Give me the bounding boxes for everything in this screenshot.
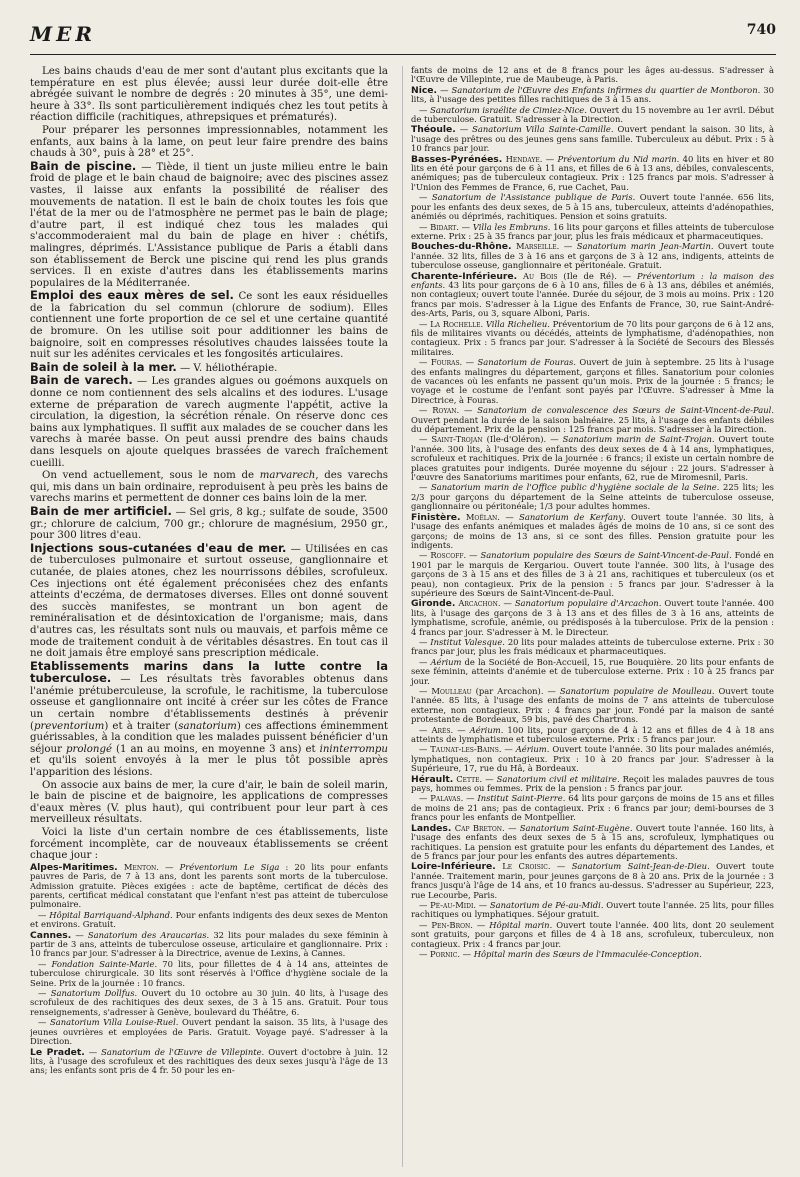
entry-heading: Cannes. (30, 929, 72, 941)
paragraph-text: — (71, 929, 88, 940)
paragraph-text: Palavas. (430, 793, 464, 804)
paragraph-text: — (419, 482, 431, 493)
paragraph-text: Sanatorium Dollfus (50, 988, 135, 999)
right-paragraph (411, 223, 774, 242)
paragraph-text: Sanatorium de Fouras (477, 357, 574, 368)
left-paragraph (30, 780, 388, 826)
paragraph-text: — (460, 948, 474, 959)
left-column (30, 66, 388, 1167)
paragraph-text: Arcachon. (458, 598, 501, 609)
paragraph-text: . 32 lits pour malades du sexe féminin à partir de 3 ans, atteints de tuberculose osseuse, articulaire et ganglionnaire. Prix : 10 francs par jour. S'adresser à la Directrice, avenue de Lexins, à Cannes. (30, 929, 388, 959)
right-paragraph (411, 862, 774, 900)
paragraph-text: — (419, 636, 431, 647)
paragraph-text: . Ouvert de juin à septembre. 25 lits à l'usage des enfants malingres du département, garçons et filles. Sanatorium pour colonies de vacances où les enfants ne passent qu'un mois. Prix de la journée : 5 francs; le voyage et le costume de l'enfant sont payés par l'Œuvre. S'adresser à Mme la Directrice, à Fouras. (411, 357, 774, 405)
paragraph-text: Préventorium Le Siga (179, 861, 280, 872)
left-paragraph (30, 931, 388, 959)
right-paragraph (411, 921, 774, 949)
paragraph-text: . Ouvert du 10 octobre au 30 juin. 40 lits, à l'usage des scrofuleux de des rachitiques des deux sexes, de 3 à 15 ans. Gratuit. Pour tous renseignements, s'adresser à Genève, boulevard du Théâtre, 6. (30, 988, 388, 1017)
paragraph-text: — (500, 598, 515, 609)
paragraph-text: Sanatorium marin Jean-Martin (576, 241, 711, 252)
left-paragraph (30, 863, 388, 910)
left-paragraph (30, 290, 388, 361)
entry-heading: Hérault. (411, 773, 454, 785)
paragraph-text: — Les résultats très favorables obtenus dans l'anémie prétuberculeuse, la scrofule, le rachitisme, la tuberculose osseuse et ganglionnaire ont incité à créer sur les côtes de France un certain nombre d'établissements destinés à prévenir ( (30, 674, 388, 732)
right-paragraph (411, 435, 774, 482)
paragraph-text: . 70 lits, pour fillettes de 4 à 14 ans, atteintes de tuberculose chirurgicale. 30 lits sont réservés à l'Office d'hygiène sociale de la Seine. Prix de la journée : 10 francs. (30, 958, 388, 988)
paragraph-text: Bidart. (430, 221, 459, 232)
paragraph-text: Moëlan. (465, 511, 500, 522)
left-paragraph (30, 540, 388, 660)
paragraph-text: Sanatorium de convalescence des Sœurs de Saint-Vincent-de-Paul (477, 405, 772, 416)
left-paragraph (30, 1048, 388, 1076)
paragraph-text: Sanatorium populaire des Sœurs de Saint-Vincent-de-Paul (480, 550, 729, 561)
paragraph-text: — (437, 84, 452, 95)
paragraph-text: Cette. (456, 773, 483, 784)
entry-heading: Bain de soleil à la mer. (30, 359, 177, 374)
paragraph-text: — (419, 793, 431, 804)
paragraph-text: On associe aux bains de mer, la cure d'air, le bain de soleil marin, le bain de piscine et de baignoire, les applications de compresses d'eaux mères (V. plus haut), qui contribuent pour leur part à ces merveilleux résultats. (30, 779, 388, 826)
paragraph-text: — (38, 958, 52, 969)
paragraph-text: Fouras. (430, 357, 463, 368)
paragraph-text: — (38, 1017, 50, 1028)
paragraph-text: — (419, 405, 433, 416)
paragraph-text: Sanatorium de l'Œuvre des Enfants infirmes du quartier de Montboron (451, 84, 758, 95)
right-paragraph (411, 745, 774, 773)
paragraph-text: — (542, 153, 558, 164)
paragraph-text: . Ouvert du 15 novembre au 1er avril. Début de tuberculose. Gratuit. S'adresser à la Direction. (411, 104, 774, 125)
paragraph-text: Moulleau (431, 686, 472, 696)
paragraph-text: — (559, 241, 577, 252)
entry-heading: Injections sous-cutanées d'eau de mer. (30, 540, 287, 555)
paragraph-text: Ce sont les eaux résiduelles de la fabrication du sel commun (chlorure de sodium). Elles contiennent une forte proportion de ce sel et une certaine quantité de bromure. On les utilise soit pour additionner les bains de baignoire, soit en compresses résolutives chaudes laissées toute la nuit sur les adénites cervicales et les fongosités articulaires. (30, 291, 388, 361)
paragraph-text: — Les grandes algues ou goémons auxquels on donne ce nom contiennent des sels alcalins et des iodures. L'usage externe de préparation de varech augmente l'appétit, active la circulation, la digestion, la sécrétion rénale. On réserve donc ces bains aux lymphatiques. Il suffit aux malades de se coucher dans les varechs à marée basse. On peut aussi prendre des bains chauds dans lesquels on ajoute quelques brassées de varech fraîchement cueilli. (30, 376, 388, 469)
paragraph-text: — (419, 104, 431, 115)
paragraph-text: — (419, 318, 431, 329)
paragraph-text: — (38, 909, 50, 920)
paragraph-text: . Ouvert toute l'année. 30 lits pour malades anémiés, lymphatiques, non contagieux. Prix : 10 à 20 francs par jour. S'adresser à la Supérieure, 17, rue du Hâ, à Bordeaux. (411, 744, 774, 774)
paragraph-text: — (419, 899, 431, 910)
right-paragraph (411, 901, 774, 920)
paragraph-text: Hôpital marin (489, 919, 550, 930)
paragraph-text: Aérium (469, 724, 501, 735)
entry-heading: Bouches-du-Rhône. (411, 241, 512, 253)
entry-heading: Bain de mer artificiel. (30, 503, 172, 518)
paragraph-text: — (501, 744, 516, 755)
paragraph-text: Le Croisic. (502, 861, 551, 872)
paragraph-text: Fondation Sainte-Marie (51, 958, 155, 969)
paragraph-text: Sanatorium civil et militaire (496, 773, 617, 784)
paragraph-text: — Utilisées en cas de tuberculoses pulmonaire et surtout osseuse, ganglionnaire et cutanée, de plaies atones, chez les nourrissons débiles, scrofuleux. Ces injections ont été également préconisées chez des enfants atteints d'eczéma, de dermatoses diverses. Elles ont donné souvent des succès manifestes, se montrant un bon agent de reminéralisation et de désintoxication de l'organisme; mais, dans d'autres cas, les résultats sont nuls ou mauvais, et parfois même ce mode de traitement conduit à de véritables désastres. En tout cas il ne doit jamais être employé sans prescription médicale. (30, 543, 388, 660)
entry-heading: Nice. (411, 84, 438, 96)
entry-heading: Charente-Inférieure. (411, 270, 518, 282)
left-paragraph (30, 960, 388, 988)
paragraph-text: — (419, 948, 431, 959)
paragraph-text: . Ouvert toute l'année. 300 lits, à l'usage des enfants des deux sexes de 4 à 14 ans, lymphatiques, scrofuleux et rachitiques. Prix de la journée : 6 francs; il existe un certain nombre de places gratuites pour indigents. Durée moyenne du séjour : 22 jours. S'adresser à l'œuvre des Sanatoriums maritimes pour enfants, 62, rue de Miromesnil, Paris. (411, 434, 774, 483)
paragraph-text: Institut Saint-Pierre (477, 793, 563, 804)
paragraph-text: Sanatorium marin de Saint-Trojan (562, 434, 712, 445)
running-head: MER (30, 22, 97, 46)
right-column (402, 66, 774, 1167)
paragraph-text: ) ces affections éminemment guérissables, à la condition que les malades puissent bénéficier d'un séjour (30, 720, 388, 755)
paragraph-text: ) et à traiter ( (104, 720, 179, 732)
paragraph-text: — (419, 724, 432, 735)
paragraph-text: Taunat-les-Bains. (430, 744, 502, 755)
paragraph-text: Roscoff. (430, 550, 467, 561)
paragraph-text: Sanatorium des Araucarias (87, 929, 207, 940)
paragraph-text: Sanatorium Saint-Jean-de-Dieu (571, 861, 708, 872)
paragraph-text: La Rochelle. (430, 318, 484, 329)
paragraph-text: Sanatorium de Kerfany (519, 511, 623, 522)
paragraph-text: . (699, 948, 702, 959)
page-header (30, 14, 776, 55)
paragraph-text: Royan. (432, 405, 460, 416)
left-paragraph (30, 158, 388, 290)
paragraph-text: Villa les Embruns (472, 221, 548, 232)
paragraph-text: — (476, 899, 490, 910)
paragraph-text: — (84, 1046, 102, 1057)
paragraph-text: marvarech (259, 470, 316, 482)
paragraph-text: — (504, 822, 520, 833)
paragraph-text: — (453, 724, 470, 735)
right-paragraph (411, 86, 774, 105)
paragraph-text: . Ouvert toute l'année. Traitement marin, pour jeunes garçons de 8 à 20 ans. Prix de la journée : 3 francs jusqu'à l'âge de 14 ans, et 10 francs au-dessus. S'adresser au Supérieur, 223, rue Lecourbe, Paris. (411, 861, 774, 900)
paragraph-text: Au Bois (523, 270, 558, 281)
right-paragraph (411, 106, 774, 125)
paragraph-text: Sanatorium de Pé-au-Midi (489, 899, 601, 910)
right-paragraph (411, 358, 774, 405)
entry-heading: Etablissements marins dans la lutte contre la tuberculose. (30, 658, 388, 686)
paragraph-text: — (419, 192, 432, 203)
paragraph-text: — (419, 357, 431, 368)
paragraph-text: Menton. (123, 861, 159, 872)
paragraph-text: Institut Valesque (430, 636, 503, 647)
paragraph-text: . Ouvert pendant la saison. 30 lits, à l'usage des prêtres ou des jeunes gens sans famille. Tuberculeux au début. Prix : 5 à 10 francs par jour. (411, 124, 774, 154)
entry-heading: Finistère. (411, 511, 461, 523)
entry-heading: Alpes-Maritimes. (30, 861, 118, 873)
right-paragraph (411, 794, 774, 822)
paragraph-text: Sanatorium de l'Œuvre de Villepinte (101, 1046, 262, 1057)
left-paragraph (30, 125, 388, 160)
entry-heading: Gironde. (411, 598, 456, 610)
page-number: 740 (746, 22, 776, 38)
paragraph-text: Hôpital marin des Sœurs de l'Immaculée-Conception (473, 948, 700, 959)
paragraph-text: Pour préparer les personnes impressionnables, notamment les enfants, aux bains à la lame, on peut leur faire prendre des bains chauds à 30°, puis à 28° et 25°. (30, 124, 388, 160)
paragraph-text: — (472, 919, 490, 930)
right-paragraph (411, 66, 774, 85)
right-paragraph (411, 726, 774, 745)
entry-heading: Landes. (411, 822, 452, 834)
paragraph-text: . Ouvert pendant la durée de la saison balnéaire. 25 lits, à l'usage des enfants débiles du département. Prix de la pension : 125 francs par mois. S'adresser à la Direction. (411, 405, 774, 435)
right-paragraph (411, 638, 774, 657)
right-paragraph (411, 513, 774, 551)
paragraph-text: ininterrompu (319, 743, 388, 755)
paragraph-text: — (419, 434, 432, 445)
paragraph-text: (1 an au moins, en moyenne 3 ans) et (112, 743, 320, 755)
left-paragraph (30, 470, 388, 505)
paragraph-text: — (419, 221, 431, 232)
paragraph-text: On vend actuellement, sous le nom de (42, 470, 260, 482)
paragraph-text: — (419, 550, 431, 561)
paragraph-text: , des varechs qui, mis dans un bain ordinaire, reproduisent à peu près les bains de varechs marins et permettent de donner ces bains loin de la mer. (30, 470, 388, 505)
paragraph-text: Sanatorium marin de l'Office public d'hygiène sociale de la Seine (430, 482, 717, 493)
left-paragraph (30, 66, 388, 124)
right-paragraph (411, 406, 774, 434)
paragraph-text: — (455, 124, 473, 135)
paragraph-text: — (419, 686, 432, 696)
paragraph-text: . Fondé en 1901 par le marquis de Kergariou. Ouvert toute l'année. 300 lits, à l'usage des garçons de 3 à 15 ans et des filles de 3 à 21 ans, rachitiques et tuberculeux (os et peau), non contagieux. Prix de la pension : 5 francs par jour. S'adresser à la supérieure des Sœurs de Saint-Vincent-de-Paul. (411, 550, 774, 598)
paragraph-text: — (458, 221, 473, 232)
right-paragraph (411, 687, 774, 725)
paragraph-text: Sanatorium Villa Louise-Ruel (49, 1017, 176, 1028)
paragraph-text: Voici la liste d'un certain nombre de ces établissements, liste forcément incomplète, car de nouveaux établissements se créent chaque jour : (30, 827, 388, 862)
left-paragraph (30, 375, 388, 469)
paragraph-text: . Ouvert toute l'année. 656 lits, pour les enfants des deux sexes, de 5 à 15 ans, tuberculeux, atteints d'adénopathies, anémiés ou déprimés, rachitiques. Pension et soins gratuits. (411, 192, 774, 222)
right-paragraph (411, 483, 774, 511)
paragraph-text: Sanatorium de l'Assistance publique de Paris (431, 192, 633, 203)
entry-heading: Bain de varech. (30, 373, 133, 388)
paragraph-text: Pornic. (430, 948, 460, 959)
paragraph-text: — (419, 656, 431, 667)
paragraph-text: . 40 lits en hiver et 80 lits en été pour garçons de 6 à 11 ans, et filles de 6 à 13 ans, débiles, convalescents, anémiques; pas de tuberculeux contagieux. Prix : 125 francs par mois. S'adresser à l'Union des Femmes de France, 6, rue Cachet, Pau. (411, 153, 774, 192)
right-paragraph (411, 551, 774, 598)
entry-heading: Emploi des eaux mères de sel. (30, 288, 234, 303)
paragraph-text: Préventorium du Nid marin (557, 153, 677, 164)
right-paragraph (411, 658, 774, 686)
right-paragraph (411, 950, 774, 959)
left-paragraph (30, 989, 388, 1017)
paragraph-text: Saint-Trojan (431, 434, 483, 445)
paragraph-text: — (158, 861, 180, 872)
paragraph-text: . Ouvert pendant la saison. 35 lits, à l'usage des jeunes ouvrières et employées de Paris. Gratuit. Voyage payé. S'adresser à la Direction. (30, 1017, 388, 1047)
right-paragraph (411, 242, 774, 270)
right-paragraph (411, 824, 774, 862)
paragraph-text: (Ile-d'Oléron). — (482, 434, 563, 445)
paragraph-text: et qu'ils soient envoyés à la mer le plus tôt possible après l'apparition des lésions. (30, 755, 388, 779)
left-paragraph (30, 827, 388, 862)
paragraph-text: . 20 lits pour malades atteints de tuberculose externe. Prix : 30 francs par jour, plus les frais médicaux et pharmaceutiques. (411, 636, 774, 657)
paragraph-text: . 30 lits, à l'usage des petites filles rachitiques de 3 à 15 ans. (411, 84, 774, 105)
paragraph-text: Hôpital Barriquand-Alphand (49, 909, 171, 920)
entry-heading: Loire-Inférieure. (411, 861, 496, 873)
paragraph-text: . Ouvert d'octobre à juin. 12 lits, à l'usage des scrofuleux et des rachitiques des deux sexes jusqu'à l'âge de 13 ans; les enfants sont pris de 4 fr. 50 pour les en- (30, 1046, 388, 1076)
paragraph-text: — (499, 511, 520, 522)
paragraph-text: . Préventorium de 70 lits pour garçons de 6 à 12 ans, fils de militaires vivants ou décédés, atteints de lymphatisme, d'adénopathies, non contagieux. Prix : 5 francs par jour. S'adresser à la Société de Secours des Blessés militaires. (411, 318, 774, 357)
paragraph-text: Les bains chauds d'eau de mer sont d'autant plus excitants que la température en est plus élevée; aussi leur durée doit-elle être abrégée suivant le nombre de degrés : 20 minutes à 35°, une demi-heure à 33°. Ils sont particulièrement indiqués chez les tout petits à réaction difficile (rachitiques, athrepsiques et prématurés). (30, 66, 388, 124)
entry-heading: Théoule. (411, 124, 456, 136)
paragraph-text: Cap Breton. (454, 822, 505, 833)
paragraph-text: Pen-Bron. (431, 919, 473, 930)
left-paragraph (30, 911, 388, 930)
paragraph-text: Marseille. (516, 241, 560, 252)
paragraph-text: Arès. (431, 724, 454, 735)
paragraph-text: . Ouvert toute l'année. 25 lits, pour filles rachitiques ou lymphatiques. Séjour gratuit. (411, 899, 774, 920)
paragraph-text: Aérium (515, 744, 547, 755)
paragraph-text: Pé-au-Midi. (430, 899, 476, 910)
paragraph-text: prolongé (65, 743, 113, 755)
paragraph-text: — (38, 988, 51, 999)
paragraph-text: Préventorium : la maison des enfants (411, 270, 774, 290)
paragraph-text: — (550, 861, 572, 872)
left-paragraph (30, 503, 388, 542)
paragraph-text: . Ouvert toute l'année. 30 lits, à l'usage des enfants anémiques et malades âgés de moins de 10 ans, si ce sont des garçons; de moins de 13 ans, si ce sont des filles. Pension gratuite pour les indigents. (411, 511, 774, 550)
paragraph-text: — (466, 550, 481, 561)
paragraph-text: . 64 lits pour garçons de moins de 15 ans et filles de moins de 21 ans; pas de contagieux. Prix : 6 francs par jour; demi-bourses de 3 francs pour les enfants de Montpellier. (411, 793, 774, 823)
paragraph-text: Villa Richelieu (485, 318, 548, 329)
paragraph-text: : 20 lits pour enfants pauvres de Paris, de 7 à 13 ans, dont les parents sont morts de la tuberculose. Admission gratuite. Pièces exigées : acte de baptême, certificat de décès des parents, certificat médical constatant que l'enfant n'est pas atteint de tuberculose pulmonaire. (30, 861, 388, 910)
paragraph-text: sanatorium (178, 720, 237, 732)
entry-heading: Basses-Pyrénées. (411, 153, 503, 165)
paragraph-text: . Ouvert toute l'année. 400 lits, dont 20 seulement sont gratuits, pour garçons et filles de 4 à 18 ans, scrofuleux, tuberculeux, non contagieux. Prix : 4 francs par jour. (411, 919, 774, 949)
paragraph-text: — (482, 773, 497, 784)
paragraph-text: . Pour enfants indigents des deux sexes de Menton et environs. Gratuit. (30, 909, 388, 930)
paragraph-text: preventorium (33, 720, 105, 732)
left-paragraph (30, 1018, 388, 1046)
paragraph-text: — (419, 919, 432, 930)
paragraph-text: — (463, 793, 478, 804)
right-paragraph (411, 155, 774, 193)
entry-heading: Le Pradet. (30, 1046, 85, 1058)
paragraph-text: (Ile de Ré). — (557, 270, 637, 281)
paragraph-text: . 100 lits, pour garçons de 4 à 12 ans et filles de 4 à 18 ans atteints de lymphatisme et tuberculose externe. Prix : 5 francs par jour. (411, 724, 774, 745)
paragraph-text: . 16 lits pour garçons et filles atteints de tuberculose externe. Prix : 25 à 35 francs par jour, plus les frais médicaux et pharmaceutiques. (411, 221, 774, 241)
paragraph-text: — V. héliothérapie. (176, 362, 278, 374)
right-paragraph (411, 272, 774, 319)
paragraph-text: Sanatorium israélite de Cimiez-Nice (430, 104, 585, 115)
paragraph-text: . Ouvert toute l'année. 160 lits, à l'usage des enfants des deux sexes de 5 à 15 ans, scrofuleux, lymphatiques ou rachitiques. La pension est gratuite pour les enfants du département des Landes, et de 5 francs par jour pour les enfants des autres départements. (411, 822, 774, 861)
paragraph-text: . Ouvert toute l'année. 400 lits, à l'usage des garçons de 3 à 13 ans et des filles de 3 à 16 ans, atteints de lymphatisme, scrofule, anémie, ou prédisposés à la tuberculose. Prix de la pension : 4 francs par jour. S'adresser à M. le Directeur. (411, 598, 774, 637)
paragraph-text: de la Société de Bon-Accueil, 15, rue Bouquière. 20 lits pour enfants de sexe féminin, atteints d'anémie et de tuberculose externe. Prix : 10 à 25 francs par jour. (411, 656, 774, 686)
paragraph-text: (par Arcachon). — (471, 686, 560, 696)
paragraph-text: — Tiède, il tient un juste milieu entre le bain froid de plage et le bain chaud de baignoire; avec des piscines assez vastes, il laisse aux enfants la possibilité de réaliser des mouvements de natation. Il est le bain de choix toutes les fois que l'état de la mer ou de l'atmosphère ne permet pas le bain de plage; d'autre part, il est indiqué chez tous les malades qui s'accommoderaient mal du bain de plage en hiver : chétifs, malingres, déprimés. L'Assistance publique de Paris a établi dans son établissement de Berck une piscine qui rend les plus grands services. Il en existe d'autres dans les établissements marins populaires de la Méditerranée. (30, 161, 388, 289)
right-paragraph (411, 125, 774, 153)
paragraph-text: Sanatorium Saint-Eugène (519, 822, 630, 833)
left-paragraph (30, 658, 388, 779)
right-paragraph (411, 775, 774, 794)
paragraph-text: . Ouvert toute l'année. 32 lits, filles de 3 à 16 ans et garçons de 3 à 12 ans, indigents, atteints de tuberculose osseuse, ganglionnaire et péritonéale. Gratuit. (411, 241, 774, 271)
paragraph-text: Sanatorium populaire de Moulleau (559, 686, 712, 696)
paragraph-text: . Reçoit les malades pauvres de tous pays, hommes ou femmes. Prix de la pension : 5 francs par jour. (411, 773, 774, 794)
paragraph-text: — (462, 357, 478, 368)
paragraph-text: — Sel gris, 8 kg.; sulfate de soude, 3500 gr.; chlorure de calcium, 700 gr.; chlorure de magnésium, 2950 gr., pour 300 litres d'eau. (30, 506, 388, 542)
paragraph-text: — (459, 405, 478, 416)
paragraph-text: Aérium (430, 656, 462, 667)
paragraph-text: Sanatorium populaire d'Arcachon (514, 598, 659, 609)
paragraph-text: . 225 lits; les 2/3 pour garçons du département de la Seine atteints de tuberculose osseuse, ganglionnaire ou péritonéale; 1/3 pour adultes hommes. (411, 482, 774, 512)
right-paragraph (411, 193, 774, 221)
paragraph-text: . Ouvert toute l'année. 85 lits, à l'usage des enfants de moins de 7 ans atteints de tuberculose externe, non contagieux. Prix : 4 francs par jour. Fondé par la maison de santé protestante de Bordeaux, 59 bis, pavé des Chartrons. (411, 686, 774, 725)
entry-heading: Bain de piscine. (30, 158, 137, 173)
paragraph-text: Sanatorium Villa Sainte-Camille (472, 124, 611, 135)
paragraph-text: — (419, 744, 431, 755)
right-paragraph (411, 599, 774, 637)
paragraph-text: fants de moins de 12 ans et de 8 francs pour les âges au-dessus. S'adresser à l'Œuvre de Villepinte, rue de Maubeuge, à Paris. (411, 66, 774, 85)
right-paragraph (411, 320, 774, 358)
paragraph-text: . 43 lits pour garçons de 6 à 10 ans, filles de 6 à 13 ans, débiles et anémiés, non contagieux; ouvert toute l'année. Durée du séjour, de 3 mois au moins. Prix : 120 francs par mois. S'adresser à la Ligue des Enfants de France, 30, rue Saint-André-des-Arts, Paris, ou 3, square Alboni, Paris. (411, 279, 774, 319)
paragraph-text: Hendaye. (505, 153, 543, 164)
